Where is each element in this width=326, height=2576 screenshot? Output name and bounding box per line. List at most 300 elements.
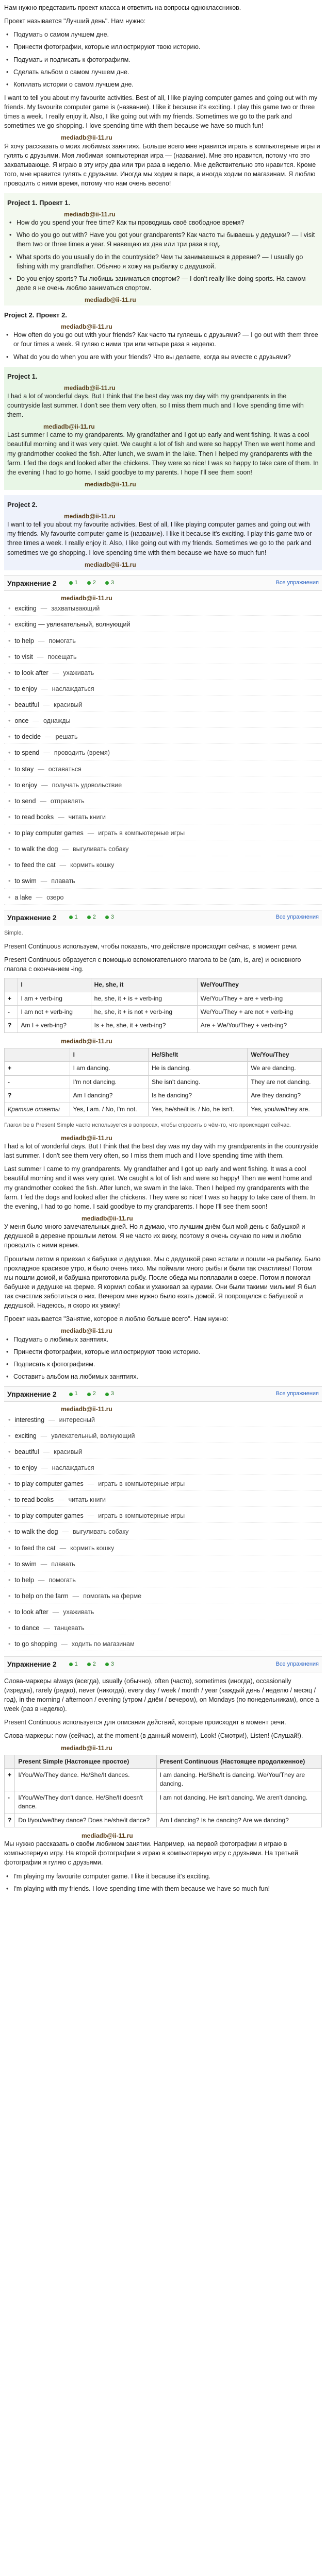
vocab-en: to visit (14, 653, 33, 660)
vocab-row (4, 1493, 322, 1507)
intro-section (4, 3, 322, 188)
all-exercises-link[interactable]: Все упражнения (275, 913, 319, 920)
vocab-ru: кормить кошку (70, 861, 115, 869)
exercise2-stat-1: 1 (69, 913, 78, 922)
table-cell: Are + We/You/They + verb-ing? (197, 1019, 321, 1032)
bullet-icon: • (8, 829, 11, 837)
vocab-en: to read books (14, 1496, 54, 1504)
vocab-en: beautiful (14, 701, 39, 709)
table-cell: We/You/They + are + verb-ing (197, 992, 321, 1005)
watermark: mediadb@ii-11.ru (61, 323, 112, 331)
vocab-ru: играть в компьютерные игры (98, 1480, 185, 1488)
exercise3-stat-3: 3 (105, 1390, 114, 1398)
dash-icon: — (87, 1512, 94, 1520)
vocab-en: to feed the cat (14, 1544, 56, 1552)
watermark: mediadb@ii-11.ru (61, 1037, 112, 1045)
vocab-ru: оставаться (48, 765, 82, 773)
bullet-icon: • (8, 1576, 11, 1584)
story3-ru: У меня было много замечательных дней. Но я думаю, что лучшим днём был мой день с бабушкой и дедушкой в деревне прошлым летом. Я не часто их вижу, поэтому я очень скучаю по ним и люблю проводить с ними время. (4, 1223, 305, 1249)
table-cell: He is dancing. (148, 1062, 247, 1075)
vocab-ru: проводить (время) (54, 749, 110, 757)
list-item: • What do you do when you are with your friends? Что вы делаете, когда вы вместе с друзьями? (4, 352, 322, 362)
check-icon (69, 1393, 73, 1396)
bullet-icon: • (8, 1416, 11, 1423)
table-cell: I am + verb-ing (18, 992, 91, 1005)
story3-text2: Last summer I came to my grandparents. My grandfather and I got up early and went fishing. It was a cool beautiful morning and it was very quiet. We caught a lot of fish and were so happy! Then we went home and my grandmother cooked the fish. After lunch, we swam in the lake. Then I helped my grandparents with the farm. I fed the dogs and looked after the chickens. They were so nice! I was so happy to take care of them. In the evening, I had to go home. I said goodbye to my grandparents. I hope I'll see them soon! (4, 1165, 316, 1210)
vocab-row (4, 794, 322, 808)
vocab-en: to look after (14, 1608, 48, 1616)
check-icon (87, 581, 91, 585)
dash-icon: — (87, 1480, 94, 1488)
intro-paragraph-2: Проект называется "Лучший день". Нам нужно: (4, 18, 146, 25)
table-cell: I/You/We/They don't dance. He/She/It doesn't dance. (15, 1791, 156, 1814)
exercise3-stat-2: 2 (87, 1390, 96, 1398)
project2-list (4, 330, 322, 361)
table-header-cell (5, 1048, 70, 1062)
vocab-en: to dance (14, 1624, 40, 1632)
project2-title: Project 2. Проект 2. (4, 311, 67, 319)
table-header-cell (5, 1755, 15, 1768)
vocab-ru: получать удовольствие (52, 781, 122, 789)
exercise1-stat-3: 3 (105, 579, 114, 587)
vocab-row (4, 650, 322, 664)
watermark: mediadb@ii-11.ru (82, 1832, 133, 1840)
grammar-table (4, 978, 322, 1033)
exercise1-list (4, 602, 322, 904)
bullet-icon: • (8, 1528, 11, 1536)
list-item: • Who do you go out with? Have you got your grandparents? Как часто ты бываешь у дедушки? — I visit them two or three times a year. Я навещаю их два или три раза в год. (7, 230, 319, 249)
exercise4-intro3: Слова-маркеры: now (сейчас), at the moment (в данный момент), Look! (Смотри!), Listen! (Слушай!). (4, 1732, 303, 1740)
exercise3-stat-1: 1 (69, 1390, 78, 1398)
list-item: • Do you enjoy sports? Ты любишь заниматься спортом? — I don't really like doing sports. На самом деле я не очень люблю заниматься спортом. (7, 274, 319, 293)
vocab-en: to help (14, 637, 34, 645)
vocab-en: to swim (14, 1560, 37, 1568)
vocab-ru: ходить по магазинам (71, 1640, 135, 1648)
vocab-ru: играть в компьютерные игры (98, 829, 185, 837)
check-icon (105, 1663, 109, 1666)
intro-paragraph-1: Нам нужно представить проект класса и ответить на вопросы одноклассников. (4, 4, 241, 11)
vocab-en: to swim (14, 877, 37, 885)
table-cell: ? (5, 1089, 70, 1103)
story2-label: Project 2. (7, 501, 38, 509)
dash-icon: — (58, 1496, 64, 1504)
exercise4-intro: Слова-маркеры always (всегда), usually (обычно), often (часто), sometimes (иногда), occasionally (изредка), rarely (редко), never (никогда), every day / week / month / year (каждый день / неделю / месяц / год), in the morning / afternoon / evening (утром / днём / вечером), on Mondays (по понедельникам), once a week (раз в неделю). (4, 1677, 319, 1713)
bullet-icon: • (8, 669, 11, 676)
watermark: mediadb@ii-11.ru (64, 384, 116, 392)
bullet-icon: • (8, 781, 11, 789)
vocab-en: to play computer games (14, 1512, 84, 1520)
story3-question: Проект называется "Занятие, которое я люблю больше всего". Нам нужно: (4, 1315, 229, 1323)
vocab-row (4, 891, 322, 905)
bullet-icon: • (8, 685, 11, 692)
project1-list (7, 218, 319, 293)
dash-icon: — (43, 701, 50, 709)
table-cell: - (5, 1791, 15, 1814)
project1-section (4, 193, 322, 306)
story3-section (4, 1135, 322, 1381)
watermark: mediadb@ii-11.ru (61, 1134, 112, 1142)
list-item: • I'm playing my favourite computer game. I like it because it's exciting. (4, 1872, 322, 1881)
vocab-ru: читать книги (68, 813, 106, 821)
table-cell: he, she, it + is + verb-ing (91, 992, 197, 1005)
check-icon (69, 1663, 73, 1666)
dash-icon: — (38, 637, 45, 645)
vocab-ru: наслаждаться (52, 685, 94, 692)
vocab-en: to spend (14, 749, 40, 757)
bullet-icon: • (8, 893, 11, 901)
table-cell: They are not dancing. (248, 1075, 322, 1089)
list-item: • Подумать о любимых занятиях. (4, 1335, 322, 1344)
table-cell: Yes, he/she/it is. / No, he isn't. (148, 1103, 247, 1116)
check-icon (87, 916, 91, 919)
bullet-icon: • (8, 1608, 11, 1616)
vocab-en: to stay (14, 765, 34, 773)
table-cell: + (5, 1769, 15, 1791)
watermark: mediadb@ii-11.ru (85, 561, 136, 568)
examples-table (4, 1048, 322, 1116)
check-icon (105, 581, 109, 585)
table-header-cell: Present Continuous (Настоящее продолженное) (156, 1755, 321, 1768)
dash-icon: — (43, 749, 50, 757)
table-cell: Am I dancing? Is he dancing? Are we dancing? (156, 1814, 321, 1827)
vocab-row (4, 1541, 322, 1555)
vocab-row (4, 1605, 322, 1619)
table-row (5, 1103, 322, 1116)
list-item: • How often do you go out with your friends? Как часто ты гуляешь с друзьями? — I go out with them three or four times a week. Я гуляю с ними три или четыре раза в неделю. (4, 330, 322, 349)
bullet-icon: • (8, 1432, 11, 1439)
dash-icon: — (41, 685, 48, 692)
bullet-icon: • (8, 1544, 11, 1552)
dash-icon: — (40, 877, 47, 885)
exercise1-stat-1: 1 (69, 579, 78, 587)
exercise2-header (4, 910, 322, 925)
table-cell: + (5, 992, 18, 1005)
table-cell: I am not + verb-ing (18, 1006, 91, 1019)
dash-icon: — (59, 861, 67, 869)
vocab-en: interesting (14, 1416, 45, 1423)
comparison-table (4, 1755, 322, 1827)
story1-label: Project 1. (7, 372, 38, 380)
vocab-en: to send (14, 797, 36, 805)
vocab-row (4, 874, 322, 888)
exercise2-stat-3: 3 (105, 913, 114, 922)
vocab-ru: захватывающий (51, 605, 100, 613)
vocab-ru: плавать (51, 877, 75, 885)
vocab-row (4, 1621, 322, 1635)
bullet-icon: • (8, 605, 11, 613)
table-cell: We/You/They + are not + verb-ing (197, 1006, 321, 1019)
table-header-cell: We/You/They (197, 978, 321, 992)
dash-icon: — (41, 781, 48, 789)
story3-text: I had a lot of wonderful days. But I think that the best day was my day with my grandparents in the countryside last summer. I don't see them very often, so I miss them much and I love spending time with them. (4, 1143, 318, 1160)
table-cell: She isn't dancing. (148, 1075, 247, 1089)
bullet-icon: • (8, 877, 11, 885)
watermark: mediadb@ii-11.ru (61, 134, 112, 142)
dash-icon: — (87, 829, 94, 837)
exercise4-closing: Мы нужно рассказать о своём любимом занятии. Например, на первой фотографии я играю в компьютерную игру. На второй фотографии я играю в компьютерную игру с друзьями. На третьей фотографии я гуляю с друзьями. (4, 1840, 298, 1867)
watermark: mediadb@ii-11.ru (61, 1405, 112, 1413)
table-cell: - (5, 1006, 18, 1019)
table-row (5, 992, 322, 1005)
vocab-en: to look after (14, 669, 48, 676)
list-item: • How do you spend your free time? Как ты проводишь своё свободное время? (7, 218, 319, 227)
vocab-ru: танцевать (54, 1624, 85, 1632)
table-row (5, 1075, 322, 1089)
vocab-ru: увлекательный, волнующий (51, 1432, 135, 1439)
list-item: • Сделать альбом о самом лучшем дне. (4, 67, 322, 77)
bullet-icon: • (8, 1464, 11, 1471)
bullet-icon: • (8, 637, 11, 645)
exercise1-header (4, 575, 322, 591)
dash-icon: — (61, 1640, 68, 1648)
table-header-cell: I (70, 1048, 148, 1062)
bullet-icon: • (8, 797, 11, 805)
bullet-icon: • (8, 733, 11, 741)
vocab-en: to play computer games (14, 1480, 84, 1488)
exercise4-header (4, 1656, 322, 1672)
vocab-row (4, 682, 322, 696)
table-cell: Am I + verb-ing? (18, 1019, 91, 1032)
vocab-ru: читать книги (68, 1496, 106, 1504)
dash-icon: — (43, 1448, 50, 1455)
bullet-icon: • (8, 765, 11, 773)
vocab-en: to go shopping (14, 1640, 57, 1648)
table-cell: I am not dancing. He isn't dancing. We aren't dancing. (156, 1791, 321, 1814)
dash-icon: — (45, 733, 52, 741)
story2-text: I want to tell you about my favourite activities. Best of all, I like playing computer games and going out with my friends. My favourite computer game is (название). I like it because it's exciting. I play this game two or three times a week. I really enjoy it. Also, I like going out with my friends. Sometimes we go to the park and sometimes we go shopping. I love spending time with them because we have so much fun! (7, 521, 312, 556)
bullet-icon: • (8, 1624, 11, 1632)
table-cell: I/You/We/They dance. He/She/It dances. (15, 1769, 156, 1791)
bullet-icon: • (8, 1448, 11, 1455)
check-icon (69, 581, 73, 585)
vocab-en: exciting (14, 1432, 37, 1439)
vocab-ru: отправлять (50, 797, 85, 805)
all-exercises-link[interactable]: Все упражнения (275, 1660, 319, 1667)
check-icon (87, 1393, 91, 1396)
dash-icon: — (38, 1576, 45, 1584)
bullet-icon: • (8, 813, 11, 821)
bullet-icon: • (8, 1560, 11, 1568)
dash-icon: — (52, 669, 59, 676)
exercise2-stat-2: 2 (87, 913, 96, 922)
vocab-row (4, 666, 322, 680)
dash-icon: — (48, 1416, 55, 1423)
check-icon (105, 916, 109, 919)
vocab-ru: ухаживать (63, 1608, 94, 1616)
exercise3-list (4, 1413, 322, 1652)
vocab-en: once (14, 717, 29, 725)
bullet-icon: • (8, 717, 11, 725)
watermark: mediadb@ii-11.ru (61, 1744, 112, 1752)
project1-title: Project 1. Проект 1. (7, 199, 70, 207)
vocab-row (4, 1525, 322, 1539)
vocab-ru: посещать (47, 653, 77, 660)
table-cell: Yes, I am. / No, I'm not. (70, 1103, 148, 1116)
dash-icon: — (37, 653, 44, 660)
vocab-row (4, 1509, 322, 1523)
table-cell: Краткие ответы (5, 1103, 70, 1116)
vocab-ru: кормить кошку (70, 1544, 115, 1552)
check-icon (87, 1663, 91, 1666)
vocab-ru: красивый (54, 1448, 83, 1455)
list-item: • Подумать о самом лучшем дне. (4, 30, 322, 39)
table-cell: Is he dancing? (148, 1089, 247, 1103)
vocab-row (4, 826, 322, 840)
table-header-cell (5, 978, 18, 992)
table-cell: - (5, 1075, 70, 1089)
list-item: • What sports do you usually do in the countryside? Чем ты занимаешься в деревне? — I usually go fishing with my grandfather. Обычно я хожу на рыбалку с дедушкой. (7, 252, 319, 271)
dash-icon: — (59, 1544, 67, 1552)
exercise2-intro: Present Continuous используем, чтобы показать, что действие происходит сейчас, в момент речи. (4, 942, 298, 950)
table-row (5, 1062, 322, 1075)
table-header-cell: I (18, 978, 91, 992)
dash-icon: — (38, 765, 44, 773)
bullet-icon: • (8, 1480, 11, 1488)
check-icon (105, 1393, 109, 1396)
dash-icon: — (62, 845, 69, 853)
all-exercises-link[interactable]: Все упражнения (275, 579, 319, 586)
list-item: • Подумать и подписать к фотографиям. (4, 55, 322, 64)
exercise3-header (4, 1386, 322, 1402)
list-item: • Принести фотографии, которые иллюстрируют твою историю. (4, 1347, 322, 1357)
check-icon (69, 916, 73, 919)
dash-icon: — (72, 1592, 79, 1600)
story1-text: I had a lot of wonderful days. But I think that the best day was my day with my grandparents in the countryside last summer. I don't see them very often, so I miss them much and I love spending time with them. (7, 392, 304, 418)
vocab-en: to walk the dog (14, 845, 58, 853)
story1-text2: Last summer I came to my grandparents. My grandfather and I got up early and went fishing. It was a cool beautiful morning and it was very quiet. We caught a lot of fish and were so happy! Then we went home and my grandmother cooked the fish. After lunch, we swam in the lake. Then I helped my grandparents with the farm. I fed the dogs and looked after the chickens. They were so nice! I was so happy to take care of them. In the evening I had to go home. I said goodbye to my parents. I hope I'll see them soon! (7, 431, 319, 476)
table-header-cell: Present Simple (Настоящее простое) (15, 1755, 156, 1768)
exercise4-stat-1: 1 (69, 1660, 78, 1669)
watermark: mediadb@ii-11.ru (82, 1214, 133, 1222)
vocab-row (4, 762, 322, 776)
exercise4-stat-2: 2 (87, 1660, 96, 1669)
vocab-row (4, 778, 322, 792)
dash-icon: — (43, 1624, 50, 1632)
table-cell: + (5, 1062, 70, 1075)
project2-section (4, 311, 322, 361)
table-row (5, 1769, 322, 1791)
dash-icon: — (40, 605, 47, 613)
vocab-ru: выгуливать собаку (72, 1528, 129, 1536)
watermark: mediadb@ii-11.ru (64, 211, 116, 218)
exercise2-note: Глагол be в Present Simple часто используется в вопросах, чтобы спросить о чём-то, что происходит сейчас. (4, 1122, 291, 1128)
story2-section (4, 495, 322, 570)
dash-icon: — (41, 1464, 48, 1471)
list-item: • Составить альбом на любимых занятиях. (4, 1372, 322, 1381)
vocab-en: beautiful (14, 1448, 39, 1455)
vocab-ru: наслаждаться (52, 1464, 94, 1471)
vocab-ru: играть в компьютерные игры (98, 1512, 185, 1520)
table-cell: I am dancing. He/She/It is dancing. We/You/They are dancing. (156, 1769, 321, 1791)
table-cell: Am I dancing? (70, 1089, 148, 1103)
intro-paragraph-3: I want to tell you about my favourite activities. Best of all, I like playing computer games and going out with my friends. My favourite computer game is (название). I like it because it's exciting. I play this game two or three times a week. I really enjoy it. Also, I like going out with my friends. Sometimes we go to the park and sometimes we go shopping. I love spending time with them because we have so much fun! (4, 94, 318, 130)
all-exercises-link[interactable]: Все упражнения (275, 1391, 319, 1397)
vocab-row (4, 1589, 322, 1603)
vocab-row (4, 730, 322, 744)
intro-list (4, 30, 322, 89)
table-cell: Yes, you/we/they are. (248, 1103, 322, 1116)
story3-list (4, 1335, 322, 1382)
exercise1-title: Упражнение 2 (7, 579, 57, 587)
bullet-icon: • (8, 861, 11, 869)
vocab-row (4, 698, 322, 712)
vocab-row (4, 810, 322, 824)
dash-icon: — (32, 717, 39, 725)
vocab-en: a lake (14, 893, 32, 901)
vocab-row (4, 1637, 322, 1651)
vocab-ru: ухаживать (63, 669, 94, 676)
list-item: • I'm playing with my friends. I love spending time with them because we have so much fun! (4, 1884, 322, 1893)
vocab-row (4, 602, 322, 616)
list-item: • Копилать истории о самом лучшем дне. (4, 80, 322, 89)
list-item: • Подписать к фотографиям. (4, 1360, 322, 1369)
table-header-cell: He/She/It (148, 1048, 247, 1062)
table-row (5, 1006, 322, 1019)
exercise4-intro2: Present Continuous используется для описания действий, которые происходят в момент речи. (4, 1719, 286, 1726)
vocab-ru: озеро (46, 893, 64, 901)
vocab-row (4, 842, 322, 856)
table-row (5, 1019, 322, 1032)
vocab-row (4, 1413, 322, 1427)
bullet-icon: • (8, 749, 11, 757)
vocab-ru: плавать (51, 1560, 75, 1568)
vocab-row (4, 1557, 322, 1571)
dash-icon: — (36, 893, 43, 901)
watermark: mediadb@ii-11.ru (85, 480, 136, 488)
vocab-ru: помогать на ферме (83, 1592, 142, 1600)
exercise3-title: Упражнение 2 (7, 1390, 57, 1399)
vocab-en: exciting — увлекательный, волнующий (14, 621, 131, 629)
table-cell: Do I/you/we/they dance? Does he/she/it dance? (15, 1814, 156, 1827)
vocab-en: to help (14, 1576, 34, 1584)
vocab-row (4, 1461, 322, 1475)
vocab-ru: красивый (54, 701, 83, 709)
dash-icon: — (40, 797, 46, 805)
vocab-en: to enjoy (14, 1464, 38, 1471)
vocab-ru: интересный (59, 1416, 95, 1423)
table-row (5, 1791, 322, 1814)
table-header-cell: He, she, it (91, 978, 197, 992)
vocab-en: to decide (14, 733, 41, 741)
vocab-row (4, 1477, 322, 1491)
exercise4-closing-list (4, 1872, 322, 1893)
table-cell: Are they dancing? (248, 1089, 322, 1103)
vocab-row (4, 746, 322, 760)
watermark: mediadb@ii-11.ru (85, 296, 136, 304)
exercise4-title: Упражнение 2 (7, 1660, 57, 1669)
table-cell: he, she, it + is not + verb-ing (91, 1006, 197, 1019)
watermark: mediadb@ii-11.ru (61, 1327, 112, 1335)
bullet-icon: • (8, 1592, 11, 1600)
vocab-row (4, 1573, 322, 1587)
vocab-en: to play computer games (14, 829, 84, 837)
vocab-ru: помогать (48, 1576, 76, 1584)
table-row (5, 1089, 322, 1103)
vocab-row (4, 714, 322, 728)
vocab-en: to walk the dog (14, 1528, 58, 1536)
intro-paragraph-4: Я хочу рассказать о моих любимых занятиях. Больше всего мне нравится играть в компьютерные игры и гулять с друзьями. Моя любимая компьютерная игра — (название). Мне это нравится, потому что это захватывающе. Я играю в эту игру два или три раза в неделю. Мне действительно это нравится. Кроме того, мне нравится гулять с друзьями. Иногда мы ходим в парк, а иногда ходим по магазинам. Я люблю проводить с ними время, потому что нам очень весело! (4, 142, 320, 188)
dash-icon: — (40, 1560, 47, 1568)
vocab-ru: решать (55, 733, 78, 741)
vocab-en: exciting (14, 605, 37, 613)
exercise2-body (4, 929, 322, 1130)
exercise2-intro2: Present Continuous образуется с помощью вспомогательного глагола to be (am, is, are) и основного глагола с окончанием -ing. (4, 956, 301, 973)
dash-icon: — (58, 813, 64, 821)
watermark: mediadb@ii-11.ru (64, 512, 116, 520)
table-cell: I am dancing. (70, 1062, 148, 1075)
table-cell: I'm not dancing. (70, 1075, 148, 1089)
list-item: • Принести фотографии, которые иллюстрируют твою историю. (4, 42, 322, 52)
